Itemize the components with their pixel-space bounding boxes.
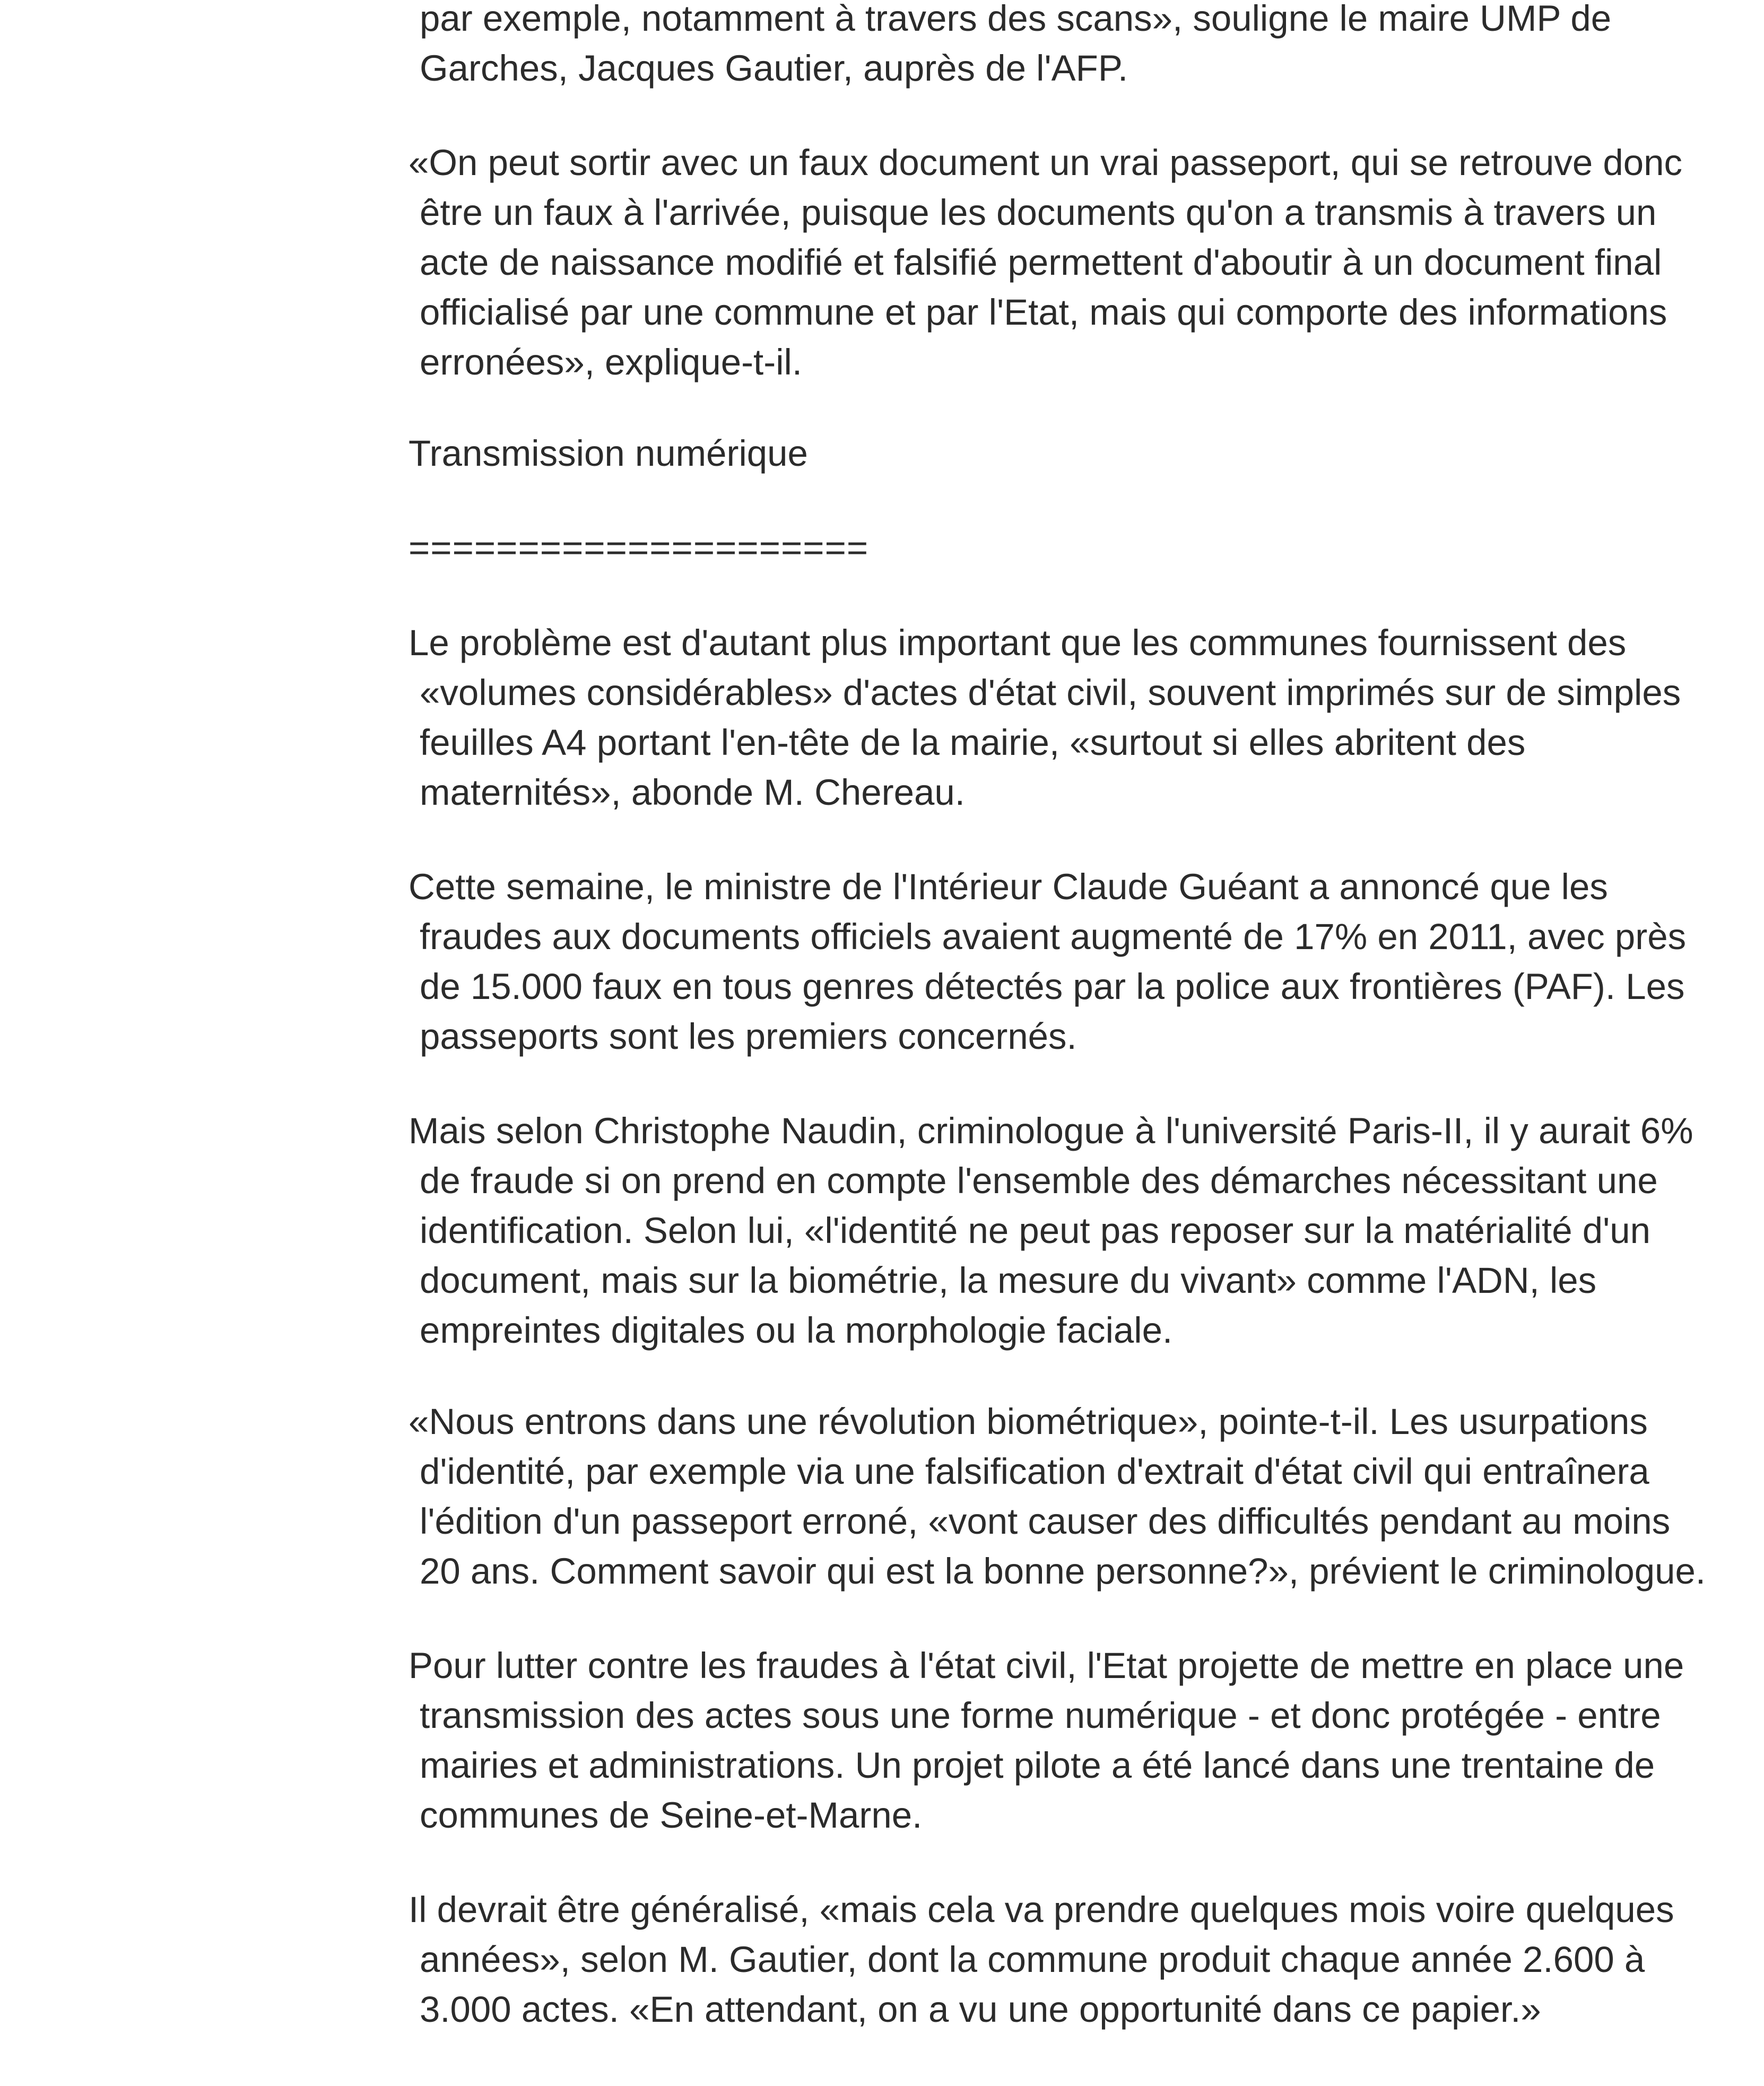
- text-line: de fraude si on prend en compte l'ensemble des démarches nécessitant une: [420, 1160, 1658, 1201]
- text-line: identification. Selon lui, «l'identité ne peut pas reposer sur la matérialité d'un: [420, 1210, 1651, 1251]
- text-line: par exemple, notamment à travers des scans», souligne le maire UMP de: [420, 0, 1612, 39]
- text-line: d'identité, par exemple via une falsification d'extrait d'état civil qui entraînera: [420, 1451, 1649, 1492]
- text-line: feuilles A4 portant l'en-tête de la mairie, «surtout si elles abritent des: [420, 722, 1526, 763]
- text-line: 3.000 actes. «En attendant, on a vu une opportunité dans ce papier.»: [420, 1989, 1541, 2030]
- text-line: l'édition d'un passeport erroné, «vont causer des difficultés pendant au moins: [420, 1501, 1671, 1542]
- text-line: Le problème est d'autant plus important que les communes fournissent des: [409, 622, 1627, 663]
- text-line: empreintes digitales ou la morphologie faciale.: [420, 1310, 1173, 1351]
- text-line: acte de naissance modifié et falsifié permettent d'aboutir à un document final: [420, 242, 1662, 283]
- text-line: Il devrait être généralisé, «mais cela va prendre quelques mois voire quelques: [409, 1889, 1674, 1930]
- text-line: communes de Seine-et-Marne.: [420, 1795, 923, 1836]
- text-line: Garches, Jacques Gautier, auprès de l'AFP.: [420, 48, 1128, 89]
- text-line: être un faux à l'arrivée, puisque les documents qu'on a transmis à travers un: [420, 192, 1657, 233]
- text-line: erronées», explique-t-il.: [420, 342, 803, 383]
- paragraph-biometric: [409, 1397, 1745, 1596]
- paragraph-minister: [409, 862, 1745, 1062]
- paragraph-intro-continuation: [409, 0, 1745, 93]
- text-line: passeports sont les premiers concernés.: [420, 1016, 1077, 1057]
- text-line: fraudes aux documents officiels avaient augmenté de 17% en 2011, avec près: [420, 916, 1687, 957]
- text-line: de 15.000 faux en tous genres détectés par la police aux frontières (PAF). Les: [420, 966, 1685, 1007]
- paragraph-criminologist: [409, 1106, 1745, 1355]
- text-line: «volumes considérables» d'actes d'état civil, souvent imprimés sur de simples: [420, 672, 1681, 713]
- text-line: maternités», abonde M. Chereau.: [420, 772, 965, 813]
- section-heading: Transmission numérique: [409, 433, 808, 474]
- text-line: officialisé par une commune et par l'Etat, mais qui comporte des informations: [420, 292, 1667, 333]
- text-line: mairies et administrations. Un projet pilote a été lancé dans une trentaine de: [420, 1745, 1655, 1786]
- paragraph-quote-passport: [409, 138, 1745, 387]
- text-line: années», selon M. Gautier, dont la commune produit chaque année 2.600 à: [420, 1939, 1645, 1980]
- text-line: Mais selon Christophe Naudin, criminologue à l'université Paris-II, il y aurait 6%: [409, 1110, 1693, 1151]
- text-line: Cette semaine, le ministre de l'Intérieur Claude Guéant a annoncé que les: [409, 866, 1608, 907]
- text-line: document, mais sur la biométrie, la mesure du vivant» comme l'ADN, les: [420, 1260, 1597, 1301]
- text-line: «Nous entrons dans une révolution biométrique», pointe-t-il. Les usurpations: [409, 1401, 1648, 1442]
- paragraph-volumes: [409, 618, 1745, 818]
- paragraph-generalization: [409, 1885, 1745, 2035]
- text-line: Pour lutter contre les fraudes à l'état civil, l'Etat projette de mettre en place une: [409, 1645, 1684, 1686]
- text-line: «On peut sortir avec un faux document un vrai passeport, qui se retrouve donc: [409, 142, 1683, 183]
- paragraph-digital-transmission: [409, 1641, 1745, 1840]
- section-separator: =====================: [409, 527, 869, 568]
- text-line: transmission des actes sous une forme numérique - et donc protégée - entre: [420, 1695, 1661, 1736]
- text-line: 20 ans. Comment savoir qui est la bonne personne?», prévient le criminologue.: [420, 1551, 1706, 1592]
